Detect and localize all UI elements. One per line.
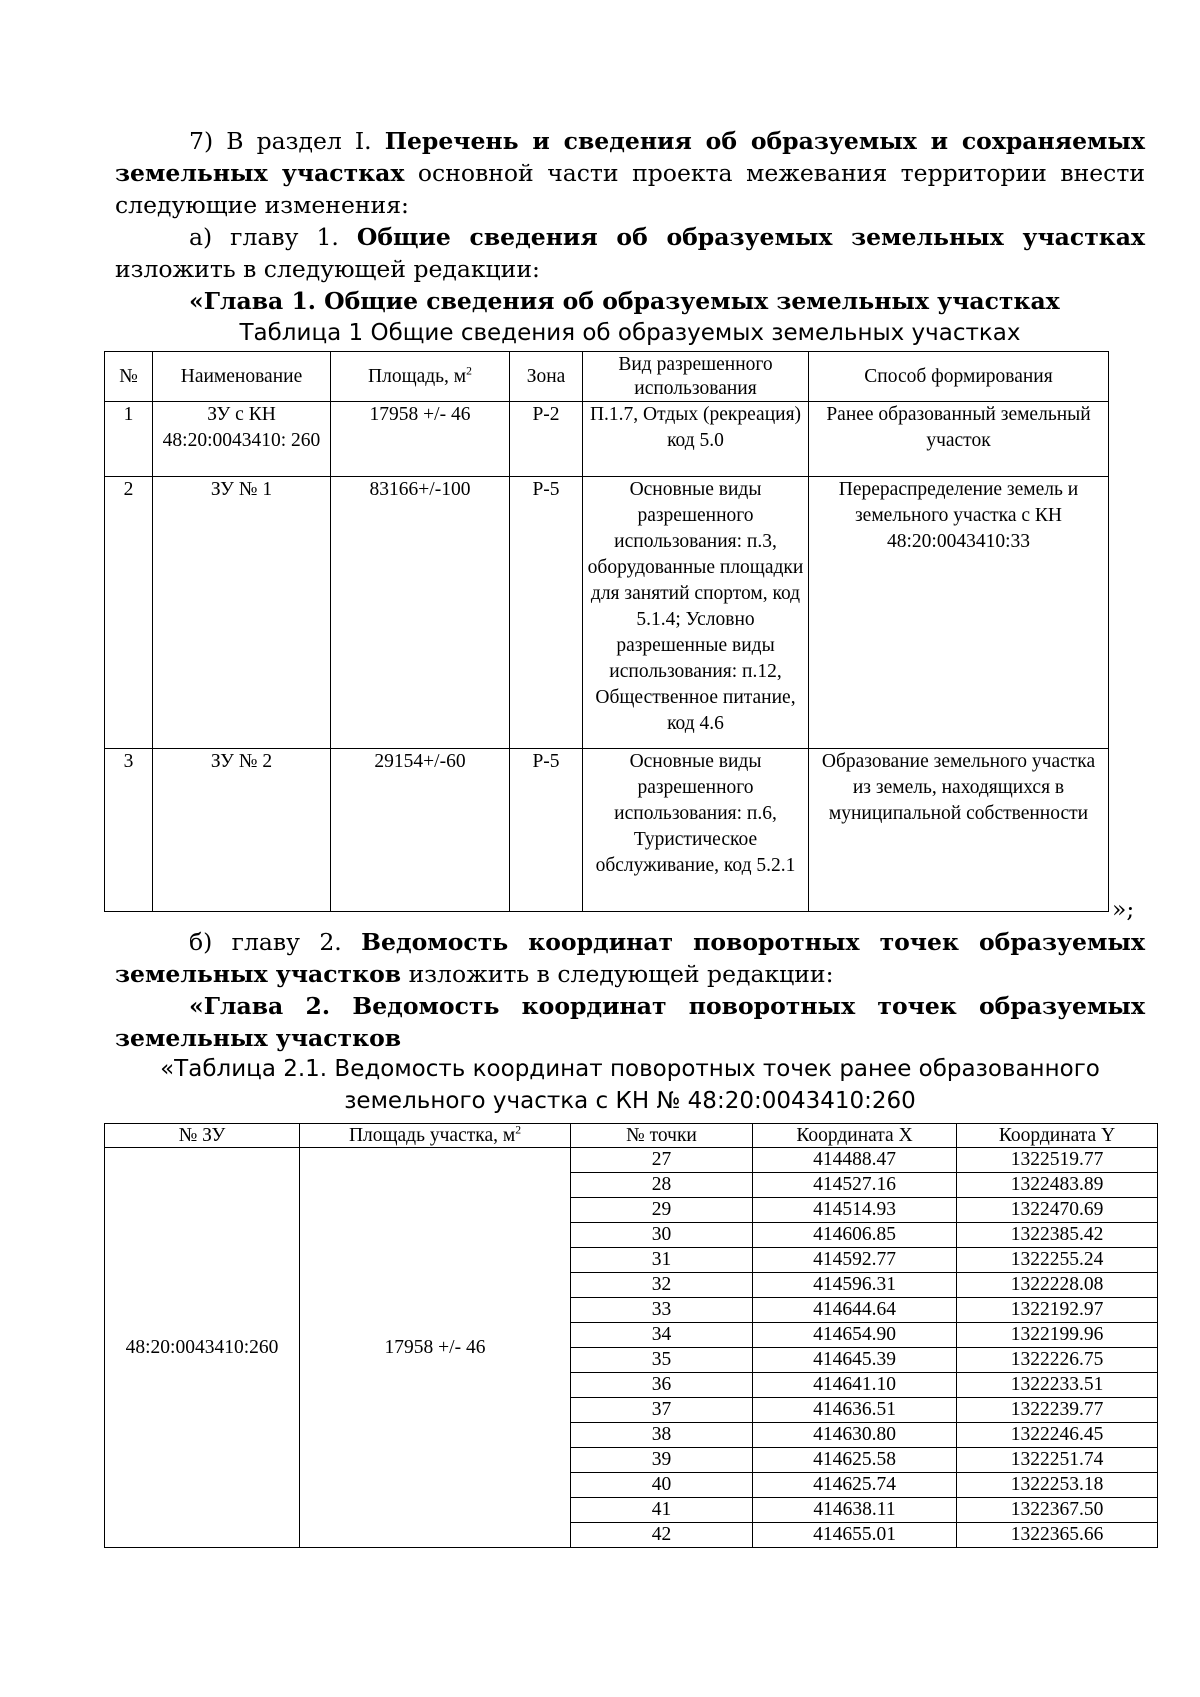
table-row xyxy=(105,749,1109,912)
cell-num: 3 xyxy=(105,749,153,912)
table-row xyxy=(105,1148,1158,1173)
table-2 xyxy=(104,1123,1158,1548)
cell-point: 29 xyxy=(571,1198,753,1223)
cell-x: 414638.11 xyxy=(753,1498,957,1523)
table-2-caption-line2: земельного участка с КН № 48:20:0043410:260 xyxy=(344,1088,916,1114)
col-header-zu: № ЗУ xyxy=(105,1124,300,1148)
cell-y: 1322228.08 xyxy=(957,1273,1158,1298)
cell-point: 32 xyxy=(571,1273,753,1298)
area-sup: 2 xyxy=(515,1123,522,1136)
para-a-suffix: изложить в следующей редакции: xyxy=(115,255,540,283)
table-2-caption-line1: «Таблица 2.1. Ведомость координат поворотных точек ранее образованного xyxy=(160,1056,1100,1082)
cell-y: 1322246.45 xyxy=(957,1423,1158,1448)
cell-area: 83166+/-100 xyxy=(331,477,510,749)
cell-point: 41 xyxy=(571,1498,753,1523)
cell-point: 33 xyxy=(571,1298,753,1323)
area-label: Площадь, м xyxy=(368,365,467,387)
cell-method: Перераспределение земель и земельного участка с КН 48:20:0043410:33 xyxy=(809,477,1109,749)
cell-point: 39 xyxy=(571,1448,753,1473)
cell-x: 414514.93 xyxy=(753,1198,957,1223)
para-a-bold: Общие сведения об образуемых земельных участках xyxy=(356,223,1145,251)
cell-num: 2 xyxy=(105,477,153,749)
cell-x: 414488.47 xyxy=(753,1148,957,1173)
cell-zu: 48:20:0043410:260 xyxy=(105,1148,300,1548)
cell-point: 30 xyxy=(571,1223,753,1248)
cell-x: 414645.39 xyxy=(753,1348,957,1373)
cell-zone: Р-2 xyxy=(510,402,583,477)
cell-use: Основные виды разрешенного использования: п.3, оборудованные площадки для занятий спортом, код 5.1.4; Условно разрешенные виды использования: п.12, Общественное питание, код 4.6 xyxy=(583,477,809,749)
cell-y: 1322519.77 xyxy=(957,1148,1158,1173)
para-a-prefix: а) главу 1. xyxy=(189,223,357,251)
table-2-header-row xyxy=(105,1124,1158,1148)
area-sup: 2 xyxy=(466,364,472,377)
cell-point: 38 xyxy=(571,1423,753,1448)
cell-use: Основные виды разрешенного использования: п.6, Туристическое обслуживание, код 5.2.1 xyxy=(583,749,809,912)
cell-area: 17958 +/- 46 xyxy=(300,1148,571,1548)
cell-method: Ранее образованный земельный участок xyxy=(809,402,1109,477)
cell-zone: Р-5 xyxy=(510,749,583,912)
paragraph-b xyxy=(115,926,1145,990)
cell-name: ЗУ с КН 48:20:0043410: 260 xyxy=(153,402,331,477)
cell-method: Образование земельного участка из земель, находящихся в муниципальной собственности xyxy=(809,749,1109,912)
cell-point: 36 xyxy=(571,1373,753,1398)
chapter-1-heading: «Глава 1. Общие сведения об образуемых земельных участках xyxy=(189,287,1060,315)
cell-y: 1322239.77 xyxy=(957,1398,1158,1423)
cell-y: 1322199.96 xyxy=(957,1323,1158,1348)
cell-point: 27 xyxy=(571,1148,753,1173)
cell-y: 1322385.42 xyxy=(957,1223,1158,1248)
table-row xyxy=(105,477,1109,749)
col-header-point: № точки xyxy=(571,1124,753,1148)
col-header-y: Координата Y xyxy=(957,1124,1158,1148)
cell-y: 1322251.74 xyxy=(957,1448,1158,1473)
table-1-header-row xyxy=(105,352,1109,402)
cell-zone: Р-5 xyxy=(510,477,583,749)
col-header-name: Наименование xyxy=(153,352,331,402)
cell-x: 414641.10 xyxy=(753,1373,957,1398)
cell-x: 414625.74 xyxy=(753,1473,957,1498)
cell-x: 414596.31 xyxy=(753,1273,957,1298)
cell-y: 1322255.24 xyxy=(957,1248,1158,1273)
para-b-bold: Ведомость координат поворотных точек образуемых земельных участков xyxy=(115,928,1145,988)
col-header-x: Координата X xyxy=(753,1124,957,1148)
para-b-prefix: б) главу 2. xyxy=(189,928,362,956)
cell-x: 414636.51 xyxy=(753,1398,957,1423)
cell-y: 1322233.51 xyxy=(957,1373,1158,1398)
cell-point: 34 xyxy=(571,1323,753,1348)
chapter-2-heading: «Глава 2. Ведомость координат поворотных точек образуемых земельных участков xyxy=(115,992,1145,1052)
para-b-suffix: изложить в следующей редакции: xyxy=(401,960,834,988)
cell-y: 1322483.89 xyxy=(957,1173,1158,1198)
paragraph-7 xyxy=(115,125,1145,221)
para7-suffix: основной части проекта межевания территории внести следующие изменения: xyxy=(115,159,1145,219)
cell-x: 414527.16 xyxy=(753,1173,957,1198)
cell-x: 414592.77 xyxy=(753,1248,957,1273)
cell-num: 1 xyxy=(105,402,153,477)
cell-point: 42 xyxy=(571,1523,753,1548)
para7-prefix: 7) В раздел I. xyxy=(189,127,385,155)
area-label: Площадь участка, м xyxy=(348,1124,516,1146)
col-header-area xyxy=(331,352,510,402)
cell-area: 29154+/-60 xyxy=(331,749,510,912)
cell-y: 1322253.18 xyxy=(957,1473,1158,1498)
cell-name: ЗУ № 1 xyxy=(153,477,331,749)
cell-x: 414606.85 xyxy=(753,1223,957,1248)
cell-x: 414630.80 xyxy=(753,1423,957,1448)
table-1-closing-quote: »; xyxy=(1112,895,1135,923)
cell-y: 1322367.50 xyxy=(957,1498,1158,1523)
col-header-zone: Зона xyxy=(510,352,583,402)
table-2-body xyxy=(105,1148,1158,1548)
table-row xyxy=(105,402,1109,477)
cell-x: 414644.64 xyxy=(753,1298,957,1323)
cell-point: 31 xyxy=(571,1248,753,1273)
cell-x: 414625.58 xyxy=(753,1448,957,1473)
cell-point: 35 xyxy=(571,1348,753,1373)
cell-x: 414655.01 xyxy=(753,1523,957,1548)
table-1-caption: Таблица 1 Общие сведения об образуемых земельных участках xyxy=(239,320,1021,346)
cell-use: П.1.7, Отдых (рекреация) код 5.0 xyxy=(583,402,809,477)
cell-x: 414654.90 xyxy=(753,1323,957,1348)
paragraph-a xyxy=(115,221,1145,285)
cell-point: 40 xyxy=(571,1473,753,1498)
cell-y: 1322192.97 xyxy=(957,1298,1158,1323)
table-1 xyxy=(104,351,1109,912)
col-header-method: Способ формирования xyxy=(809,352,1109,402)
cell-point: 28 xyxy=(571,1173,753,1198)
cell-y: 1322365.66 xyxy=(957,1523,1158,1548)
cell-name: ЗУ № 2 xyxy=(153,749,331,912)
col-header-area xyxy=(300,1124,571,1148)
para7-bold: Перечень и сведения об образуемых и сохраняемых земельных участках xyxy=(115,127,1146,187)
cell-point: 37 xyxy=(571,1398,753,1423)
cell-y: 1322226.75 xyxy=(957,1348,1158,1373)
cell-area: 17958 +/- 46 xyxy=(331,402,510,477)
cell-y: 1322470.69 xyxy=(957,1198,1158,1223)
col-header-num: № xyxy=(105,352,153,402)
col-header-use: Вид разрешенного использования xyxy=(583,352,809,402)
